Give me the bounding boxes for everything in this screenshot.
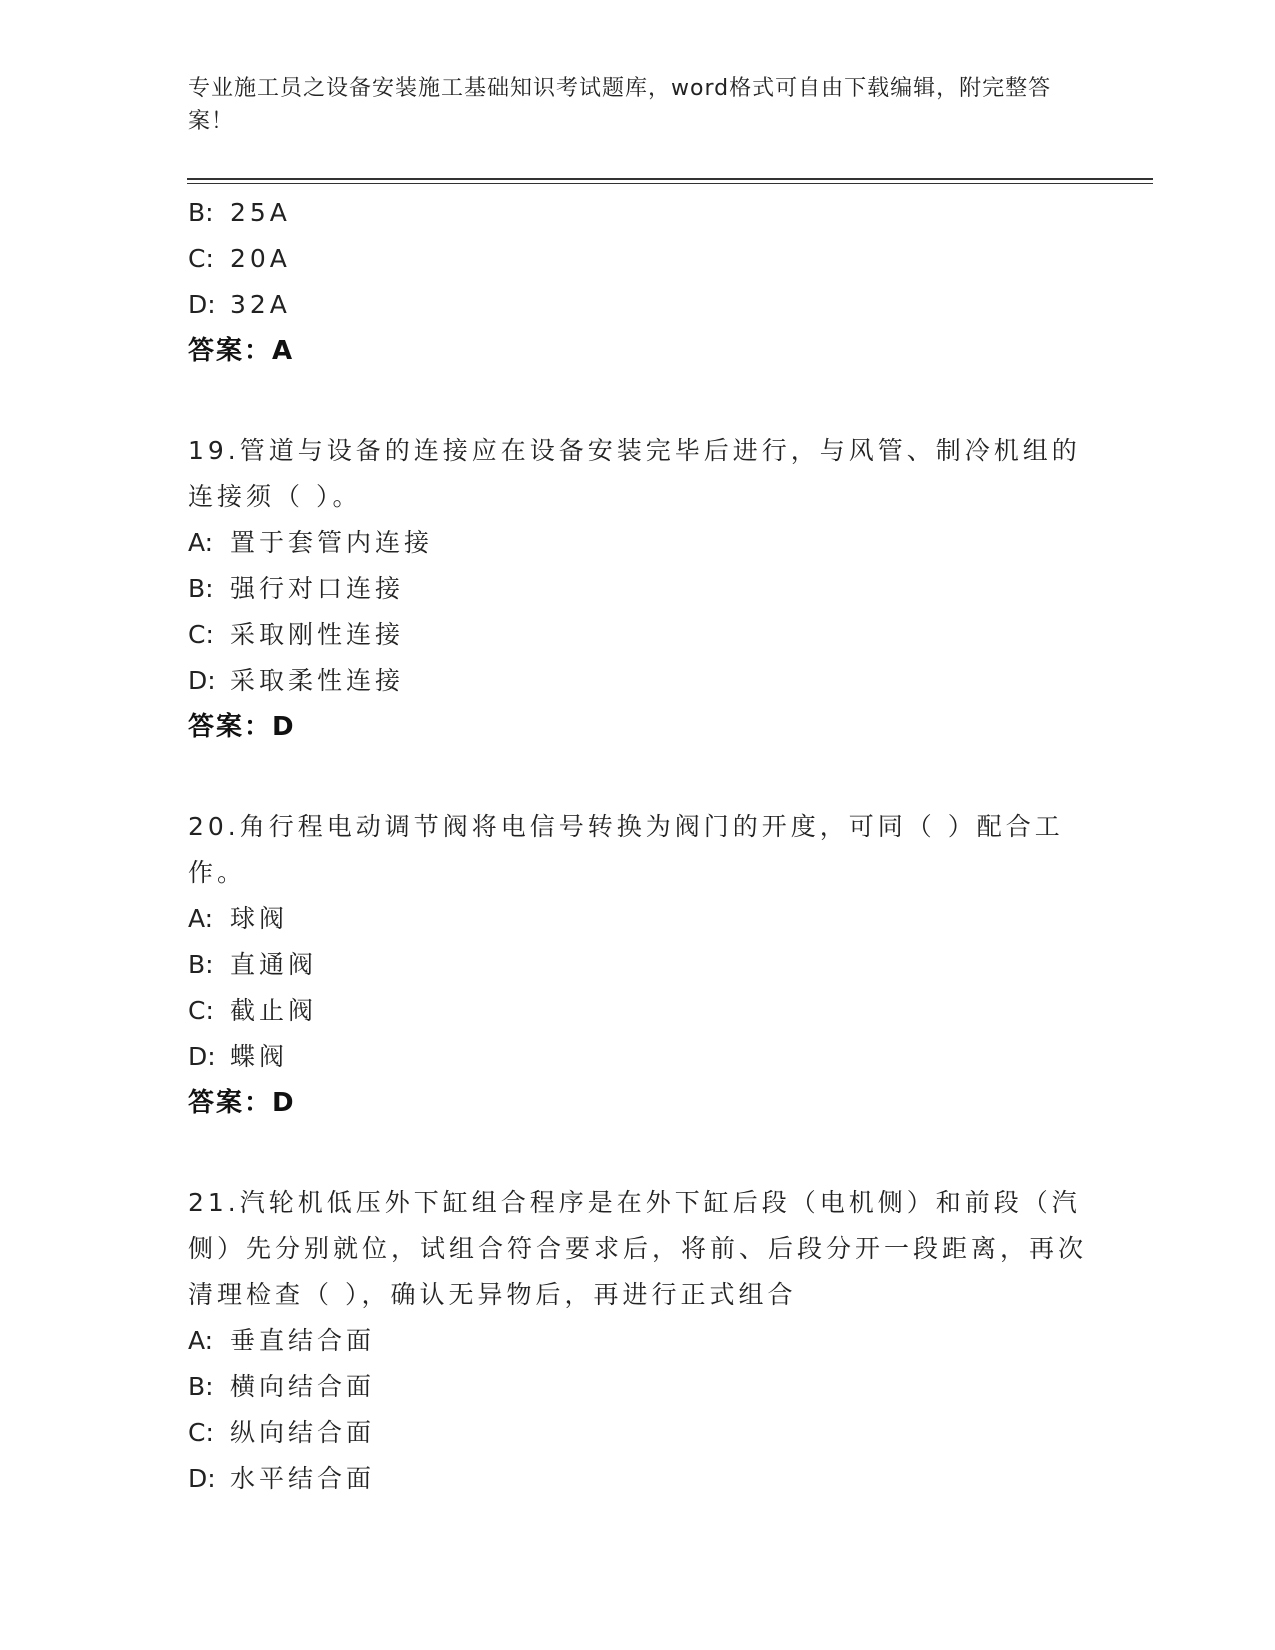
option-text: 横向结合面 <box>230 1372 376 1401</box>
option-d <box>188 282 1088 328</box>
question-text: 19.管道与设备的连接应在设备安装完毕后进行，与风管、制冷机组的连接须（ ）。 <box>188 436 1081 511</box>
option-text: 置于套管内连接 <box>230 528 434 557</box>
answer-line: 答案：A <box>188 336 295 366</box>
option-b <box>188 190 1088 236</box>
option-letter: A: <box>188 1326 214 1355</box>
option-b <box>188 1364 1088 1410</box>
option-letter: D: <box>188 666 216 695</box>
option-d <box>188 658 1088 704</box>
option-letter: D: <box>188 290 216 319</box>
option-text: 强行对口连接 <box>230 574 405 603</box>
option-letter: C: <box>188 620 214 649</box>
option-letter: B: <box>188 574 214 603</box>
answer-line: 答案：D <box>188 1088 296 1118</box>
option-letter: B: <box>188 950 214 979</box>
question-20-block <box>188 804 1088 1126</box>
option-text: 球阀 <box>230 904 289 933</box>
option-b <box>188 942 1088 988</box>
option-letter: D: <box>188 1042 216 1071</box>
option-letter: C: <box>188 244 214 273</box>
option-letter: D: <box>188 1464 216 1493</box>
question-text: 20.角行程电动调节阀将电信号转换为阀门的开度，可同（ ）配合工作。 <box>188 812 1064 887</box>
question-19-block <box>188 428 1088 750</box>
option-b <box>188 566 1088 612</box>
option-text: 25A <box>230 198 291 227</box>
option-text: 垂直结合面 <box>230 1326 376 1355</box>
option-text: 采取刚性连接 <box>230 620 405 649</box>
option-c <box>188 236 1088 282</box>
answer-line: 答案：D <box>188 712 296 742</box>
question-text: 21.汽轮机低压外下缸组合程序是在外下缸后段（电机侧）和前段（汽侧）先分别就位，试组合符合要求后，将前、后段分开一段距离，再次清理检查（ ），确认无异物后，再进行正式组合 <box>188 1188 1088 1309</box>
option-a <box>188 1318 1088 1364</box>
option-letter: B: <box>188 1372 214 1401</box>
prev-question-block <box>188 190 1088 374</box>
option-text: 32A <box>230 290 291 319</box>
question-content <box>188 190 1088 1502</box>
option-d <box>188 1456 1088 1502</box>
document-header: 专业施工员之设备安装施工基础知识考试题库，word格式可自由下载编辑，附完整答案！ <box>188 76 1052 134</box>
option-a <box>188 896 1088 942</box>
option-text: 采取柔性连接 <box>230 666 405 695</box>
option-text: 蝶阀 <box>230 1042 289 1071</box>
option-text: 水平结合面 <box>230 1464 376 1493</box>
option-d <box>188 1034 1088 1080</box>
question-21-block <box>188 1180 1088 1502</box>
option-text: 直通阀 <box>230 950 318 979</box>
header-divider-thick <box>187 178 1153 180</box>
option-text: 20A <box>230 244 291 273</box>
option-c <box>188 612 1088 658</box>
header-divider-thin <box>187 183 1153 184</box>
option-c <box>188 988 1088 1034</box>
option-letter: C: <box>188 1418 214 1447</box>
option-letter: A: <box>188 904 214 933</box>
option-letter: C: <box>188 996 214 1025</box>
option-c <box>188 1410 1088 1456</box>
option-text: 截止阀 <box>230 996 318 1025</box>
option-text: 纵向结合面 <box>230 1418 376 1447</box>
option-letter: B: <box>188 198 214 227</box>
option-letter: A: <box>188 528 214 557</box>
option-a <box>188 520 1088 566</box>
